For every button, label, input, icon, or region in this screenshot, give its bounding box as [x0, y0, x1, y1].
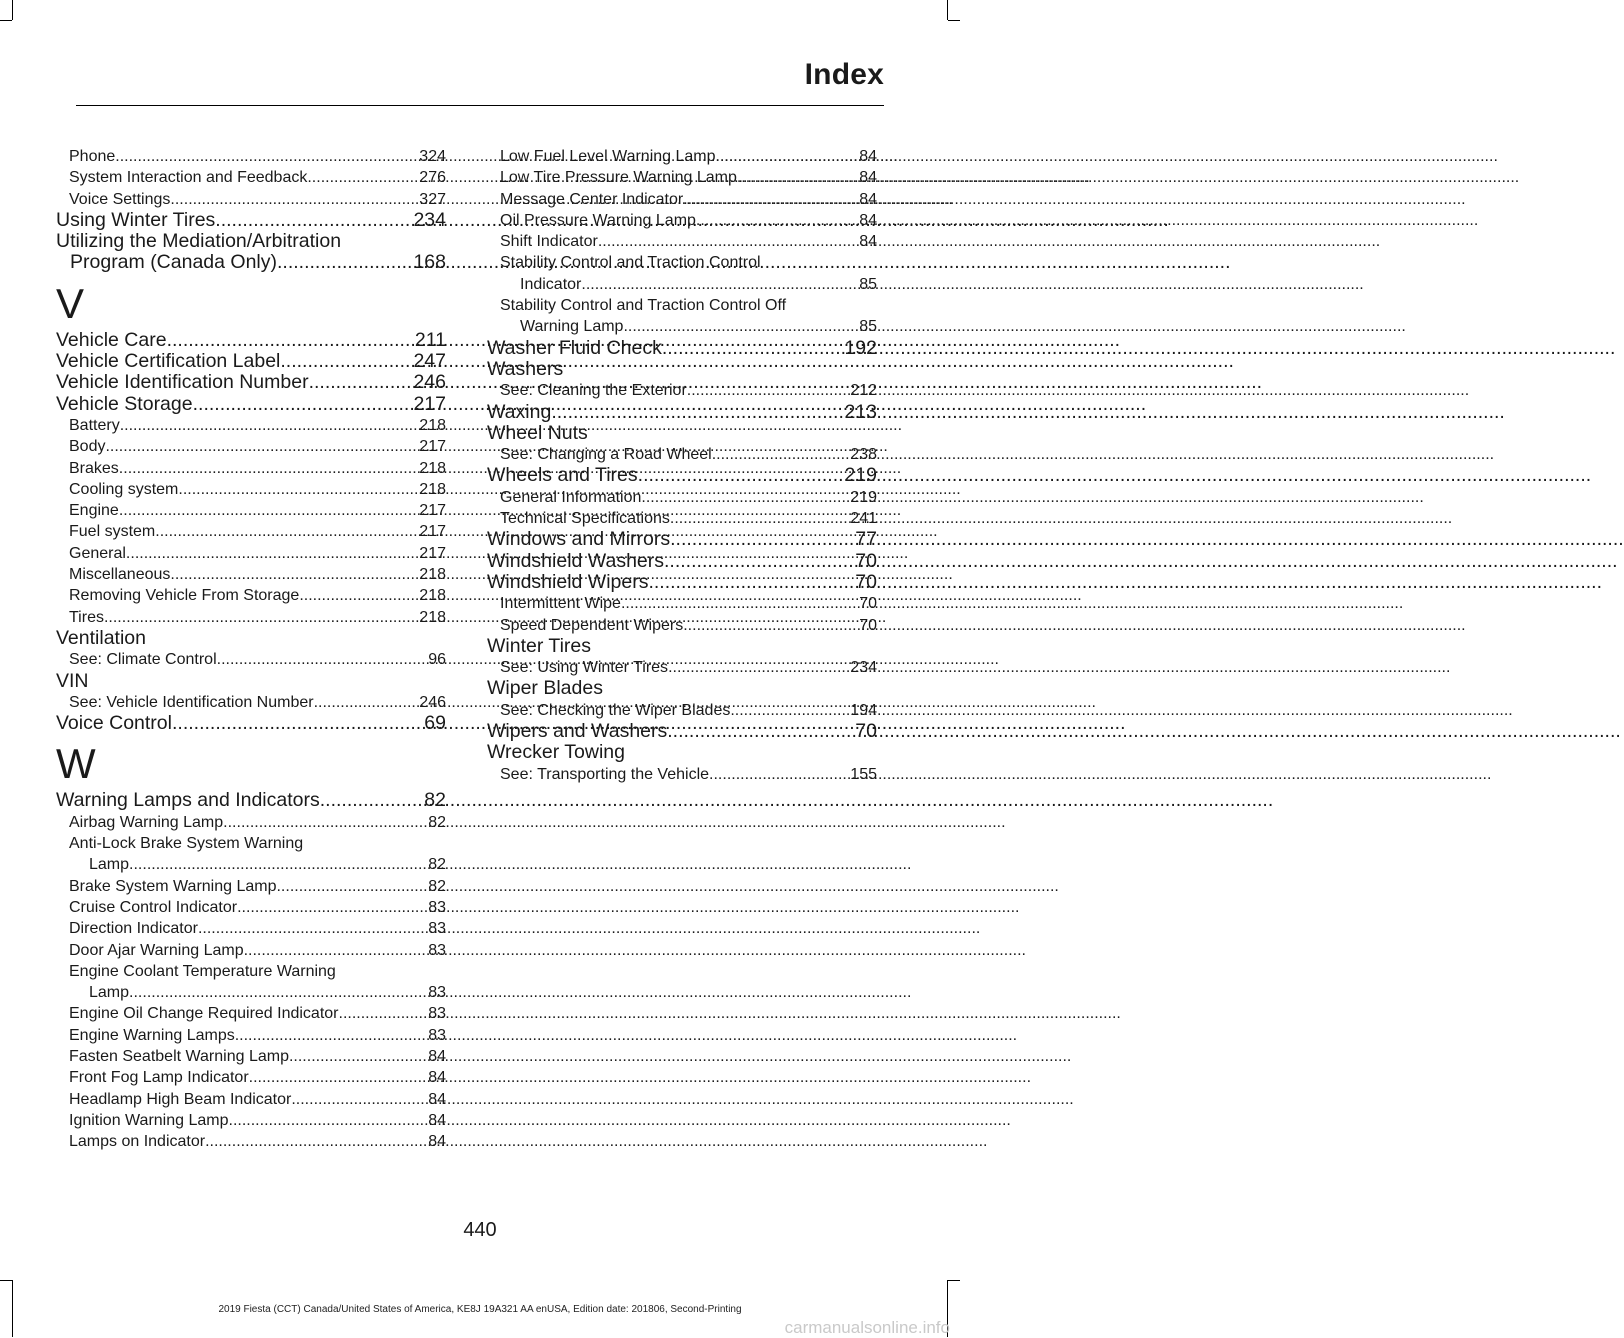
index-heading: Winter Tires	[487, 634, 592, 657]
index-subentry	[487, 210, 877, 231]
dot-leader	[105, 436, 419, 457]
crop-mark	[0, 1280, 12, 1281]
dot-leader	[289, 1046, 428, 1067]
dot-leader	[249, 1067, 429, 1088]
page-reference: 83	[428, 920, 446, 938]
page-reference: 246	[419, 693, 446, 711]
index-entry	[487, 721, 877, 742]
entry-label: Brakes	[69, 459, 119, 477]
dot-leader	[115, 146, 419, 167]
entry-label: Engine Warning Lamps	[69, 1026, 235, 1044]
index-subentry	[56, 1131, 446, 1152]
page-reference: 82	[428, 856, 446, 874]
entry-label: Miscellaneous	[69, 566, 171, 584]
dot-leader	[244, 940, 429, 961]
dot-leader	[119, 500, 419, 521]
index-entry	[56, 790, 446, 811]
page-reference: 219	[850, 488, 877, 506]
index-entry	[56, 210, 446, 231]
dot-leader	[621, 593, 859, 614]
dot-leader	[205, 1131, 428, 1152]
index-subheading: Engine Coolant Temperature Warning	[69, 962, 336, 980]
watermark-text: carmanualsonline.info	[784, 1318, 950, 1337]
dot-leader	[223, 812, 428, 833]
index-heading: Ventilation	[56, 626, 146, 649]
dot-leader	[670, 508, 850, 529]
entry-label: Waxing	[487, 400, 552, 423]
entry-label: Phone	[69, 148, 116, 165]
header-divider	[76, 105, 884, 106]
index-subentry	[56, 479, 446, 500]
page-reference: 218	[419, 416, 446, 434]
dot-leader	[277, 252, 413, 273]
page-reference: 70	[859, 616, 877, 634]
index-entry	[56, 372, 446, 393]
page-reference: 84	[859, 211, 877, 229]
page-reference: 70	[855, 720, 877, 743]
dot-leader	[291, 1089, 428, 1110]
dot-leader	[235, 1025, 428, 1046]
index-heading: Wheel Nuts	[487, 421, 588, 444]
entry-label: Door Ajar Warning Lamp	[69, 941, 244, 959]
index-subentry	[487, 487, 877, 508]
dot-leader	[641, 487, 850, 508]
entry-label: Removing Vehicle From Storage	[69, 587, 300, 605]
index-subheading: Stability Control and Traction Control Off	[500, 297, 787, 315]
page-reference: 155	[850, 765, 877, 783]
crop-mark	[948, 1280, 960, 1281]
entry-label: Using Winter Tires	[56, 208, 216, 231]
dot-leader	[170, 564, 419, 585]
entry-label: Wheels and Tires	[487, 464, 638, 487]
index-subentry	[56, 189, 446, 210]
entry-label: Oil Pressure Warning Lamp	[500, 211, 696, 229]
crop-mark	[948, 20, 960, 21]
index-entry	[487, 529, 877, 550]
dot-leader	[217, 649, 429, 670]
page-reference: 96	[428, 651, 446, 669]
entry-label: Body	[69, 438, 106, 456]
page-reference: 83	[428, 1005, 446, 1023]
page-reference: 213	[844, 400, 877, 423]
index-subentry	[56, 415, 446, 436]
page-reference: 84	[859, 169, 877, 187]
entry-label: Battery	[69, 416, 120, 434]
index-column-right	[487, 146, 877, 785]
index-entry	[487, 402, 877, 423]
entry-label: Speed Dependent Wipers	[500, 616, 684, 634]
page-reference: 84	[859, 148, 877, 165]
dot-leader	[178, 479, 419, 500]
dot-leader	[155, 521, 419, 542]
index-subentry	[56, 1003, 446, 1024]
entry-label: Voice Control	[56, 712, 172, 735]
page-reference: 82	[424, 789, 446, 812]
index-subentry	[487, 167, 877, 188]
dot-leader	[119, 458, 420, 479]
dot-leader	[687, 380, 851, 401]
dot-leader	[172, 713, 424, 734]
dot-leader	[668, 657, 850, 678]
dot-leader	[170, 189, 419, 210]
dot-leader	[167, 330, 415, 351]
dot-leader	[320, 790, 425, 811]
entry-label: Vehicle Identification Number	[56, 371, 309, 394]
entry-label: Lamps on Indicator	[69, 1133, 206, 1151]
entry-label: Headlamp High Beam Indicator	[69, 1090, 292, 1108]
page-reference: 241	[850, 510, 877, 528]
index-heading: Washers	[487, 357, 564, 380]
page-reference: 83	[428, 898, 446, 916]
dot-leader	[193, 394, 414, 415]
index-subentry	[56, 876, 446, 897]
dot-leader	[638, 465, 845, 486]
index-subentry	[56, 692, 446, 713]
entry-label: See: Cleaning the Exterior	[500, 382, 687, 400]
page-number: 440	[463, 1219, 497, 1241]
page-reference: 247	[413, 350, 446, 373]
dot-leader	[648, 572, 855, 593]
page-reference: 83	[428, 984, 446, 1002]
index-subentry	[56, 146, 446, 167]
index-subentry	[487, 189, 877, 210]
page-reference: 246	[413, 371, 446, 394]
dot-leader	[730, 700, 850, 721]
page-reference: 218	[419, 566, 446, 584]
dot-leader	[696, 210, 859, 231]
page-reference: 212	[850, 382, 877, 400]
page-reference: 324	[419, 148, 446, 165]
page-reference: 83	[428, 941, 446, 959]
crop-mark	[947, 0, 948, 20]
page-reference: 70	[855, 570, 877, 593]
dot-leader	[662, 338, 845, 359]
entry-label: Lamp	[89, 984, 130, 1002]
dot-leader	[667, 721, 855, 742]
footer-edition-info: 2019 Fiesta (CCT) Canada/United States of America, KE8J 19A321 AA enUSA, Edition date: 201806, Second-Printing	[218, 1304, 742, 1315]
entry-label: Indicator	[520, 275, 582, 293]
entry-label: System Interaction and Feedback	[69, 169, 308, 187]
index-heading: Wiper Blades	[487, 677, 603, 700]
index-entry	[487, 572, 877, 593]
entry-label: Front Fog Lamp Indicator	[69, 1069, 249, 1087]
dot-leader	[129, 982, 428, 1003]
crop-mark	[0, 20, 12, 21]
index-subentry	[56, 167, 446, 188]
dot-leader	[581, 274, 859, 295]
entry-label: Fuel system	[69, 523, 156, 541]
page-reference: 83	[428, 1026, 446, 1044]
index-subentry	[56, 1046, 446, 1067]
dot-leader	[104, 607, 419, 628]
entry-label: Tires	[69, 608, 104, 626]
entry-label: See: Using Winter Tires	[500, 659, 669, 677]
index-subentry	[487, 657, 877, 678]
page-reference: 194	[850, 701, 877, 719]
page-reference: 219	[844, 464, 877, 487]
index-subentry	[487, 231, 877, 252]
dot-leader	[307, 167, 419, 188]
dot-leader	[237, 897, 428, 918]
dot-leader	[623, 316, 859, 337]
dot-leader	[683, 615, 859, 636]
entry-label: Message Center Indicator	[500, 190, 684, 208]
index-subentry	[56, 436, 446, 457]
page-reference: 218	[419, 587, 446, 605]
dot-leader	[120, 415, 420, 436]
page-reference: 82	[428, 813, 446, 831]
page-reference: 217	[419, 502, 446, 520]
page-reference: 84	[428, 1047, 446, 1065]
index-subentry	[56, 940, 446, 961]
page-reference: 168	[413, 251, 446, 274]
entry-label: See: Transporting the Vehicle	[500, 765, 710, 783]
dot-leader	[737, 167, 859, 188]
page-reference: 234	[850, 659, 877, 677]
entry-label: Airbag Warning Lamp	[69, 813, 224, 831]
dot-leader	[198, 918, 428, 939]
entry-label: Technical Specifications	[500, 510, 670, 528]
entry-label: Vehicle Care	[56, 328, 167, 351]
page-reference: 234	[413, 208, 446, 231]
dot-leader	[716, 146, 860, 167]
index-subentry	[56, 982, 446, 1003]
dot-leader	[280, 351, 413, 372]
page-reference: 84	[859, 190, 877, 208]
entry-label: Brake System Warning Lamp	[69, 877, 277, 895]
page-reference: 70	[855, 549, 877, 572]
page-reference: 77	[855, 528, 877, 551]
crop-mark	[12, 0, 13, 20]
entry-label: Vehicle Certification Label	[56, 350, 281, 373]
page-reference: 217	[413, 392, 446, 415]
index-subentry	[487, 700, 877, 721]
dot-leader	[551, 402, 844, 423]
index-subentry	[56, 1110, 446, 1131]
entry-label: Direction Indicator	[69, 920, 198, 938]
dot-leader	[709, 764, 850, 785]
entry-label: Warning Lamps and Indicators	[56, 789, 320, 812]
index-subentry	[56, 1025, 446, 1046]
index-subheading: Anti-Lock Brake System Warning	[69, 835, 304, 853]
entry-label: Voice Settings	[69, 190, 171, 208]
index-heading: Wrecker Towing	[487, 741, 625, 764]
page-reference: 217	[419, 544, 446, 562]
dot-leader	[314, 692, 420, 713]
index-subentry	[56, 521, 446, 542]
index-subentry	[56, 897, 446, 918]
page-reference: 218	[419, 608, 446, 626]
dot-leader	[664, 551, 855, 572]
dot-leader	[670, 529, 855, 550]
index-entry	[56, 252, 446, 273]
index-subentry	[487, 444, 877, 465]
page-reference: 84	[428, 1111, 446, 1129]
entry-label: Cooling system	[69, 480, 179, 498]
page-reference: 82	[428, 877, 446, 895]
dot-leader	[215, 210, 413, 231]
index-entry	[487, 465, 877, 486]
entry-label: Low Fuel Level Warning Lamp	[500, 148, 716, 165]
dot-leader	[339, 1003, 429, 1024]
entry-label: Warning Lamp	[520, 318, 624, 336]
page-reference: 85	[859, 318, 877, 336]
index-subentry	[56, 918, 446, 939]
entry-label: Ignition Warning Lamp	[69, 1111, 229, 1129]
index-subentry	[56, 543, 446, 564]
entry-label: Washer Fluid Check	[487, 336, 662, 359]
page-reference: 327	[419, 190, 446, 208]
index-subentry	[487, 508, 877, 529]
entry-label: See: Checking the Wiper Blades	[500, 701, 731, 719]
dot-leader	[229, 1110, 429, 1131]
entry-label: Fasten Seatbelt Warning Lamp	[69, 1047, 289, 1065]
dot-leader	[129, 854, 428, 875]
page-title: Index	[804, 58, 884, 91]
index-subentry	[56, 500, 446, 521]
index-heading: Utilizing the Mediation/Arbitration	[56, 230, 342, 253]
page-reference: 211	[414, 328, 446, 351]
section-letter: W	[56, 740, 96, 788]
entry-label: General Information	[500, 488, 642, 506]
index-subentry	[56, 854, 446, 875]
index-subentry	[487, 764, 877, 785]
section-letter: V	[56, 279, 85, 327]
entry-label: See: Changing a Road Wheel	[500, 446, 712, 464]
dot-leader	[683, 189, 859, 210]
index-subentry	[56, 564, 446, 585]
index-subentry	[487, 593, 877, 614]
page-reference: 217	[419, 438, 446, 456]
entry-label: Low Tire Pressure Warning Lamp	[500, 169, 737, 187]
entry-label: Shift Indicator	[500, 233, 598, 251]
entry-label: Windows and Mirrors	[487, 528, 671, 551]
entry-label: Vehicle Storage	[56, 392, 193, 415]
index-entry	[56, 713, 446, 734]
index-column-left	[56, 146, 446, 1152]
index-subentry	[487, 316, 877, 337]
page-reference: 217	[419, 523, 446, 541]
index-subentry	[56, 585, 446, 606]
index-subentry	[56, 812, 446, 833]
page-reference: 69	[424, 712, 446, 735]
entry-label: Cruise Control Indicator	[69, 898, 238, 916]
page-reference: 84	[428, 1069, 446, 1087]
index-subentry	[56, 607, 446, 628]
dot-leader	[299, 585, 419, 606]
entry-label: Lamp	[89, 856, 130, 874]
dot-leader	[309, 372, 414, 393]
page-reference: 238	[850, 446, 877, 464]
index-entry	[487, 338, 877, 359]
entry-label: Windshield Washers	[487, 549, 665, 572]
page-reference: 84	[428, 1133, 446, 1151]
index-entry	[56, 394, 446, 415]
entry-label: Program (Canada Only)	[70, 251, 277, 274]
dot-leader	[712, 444, 851, 465]
page-reference: 85	[859, 275, 877, 293]
dot-leader	[276, 876, 428, 897]
entry-label: Windshield Wipers	[487, 570, 649, 593]
page-reference: 84	[859, 233, 877, 251]
index-entry	[56, 330, 446, 351]
index-subentry	[487, 615, 877, 636]
index-subentry	[56, 1067, 446, 1088]
entry-label: See: Climate Control	[69, 651, 217, 669]
entry-label: Wipers and Washers	[487, 720, 668, 743]
dot-leader	[598, 231, 859, 252]
index-subentry	[487, 380, 877, 401]
entry-label: Engine Oil Change Required Indicator	[69, 1005, 339, 1023]
page-reference: 218	[419, 480, 446, 498]
entry-label: Engine	[69, 502, 119, 520]
entry-label: Intermittent Wipe	[500, 595, 621, 613]
page-reference: 276	[419, 169, 446, 187]
index-subentry	[487, 146, 877, 167]
page-reference: 218	[419, 459, 446, 477]
page-reference: 84	[428, 1090, 446, 1108]
entry-label: See: Vehicle Identification Number	[69, 693, 314, 711]
index-heading: VIN	[56, 669, 89, 692]
index-subheading: Stability Control and Traction Control	[500, 254, 761, 272]
dot-leader	[126, 543, 419, 564]
page-reference: 70	[859, 595, 877, 613]
page-reference: 192	[844, 336, 877, 359]
index-entry	[56, 351, 446, 372]
entry-label: General	[69, 544, 126, 562]
index-subentry	[56, 458, 446, 479]
index-subentry	[487, 274, 877, 295]
index-subentry	[56, 649, 446, 670]
index-entry	[487, 551, 877, 572]
index-subentry	[56, 1089, 446, 1110]
